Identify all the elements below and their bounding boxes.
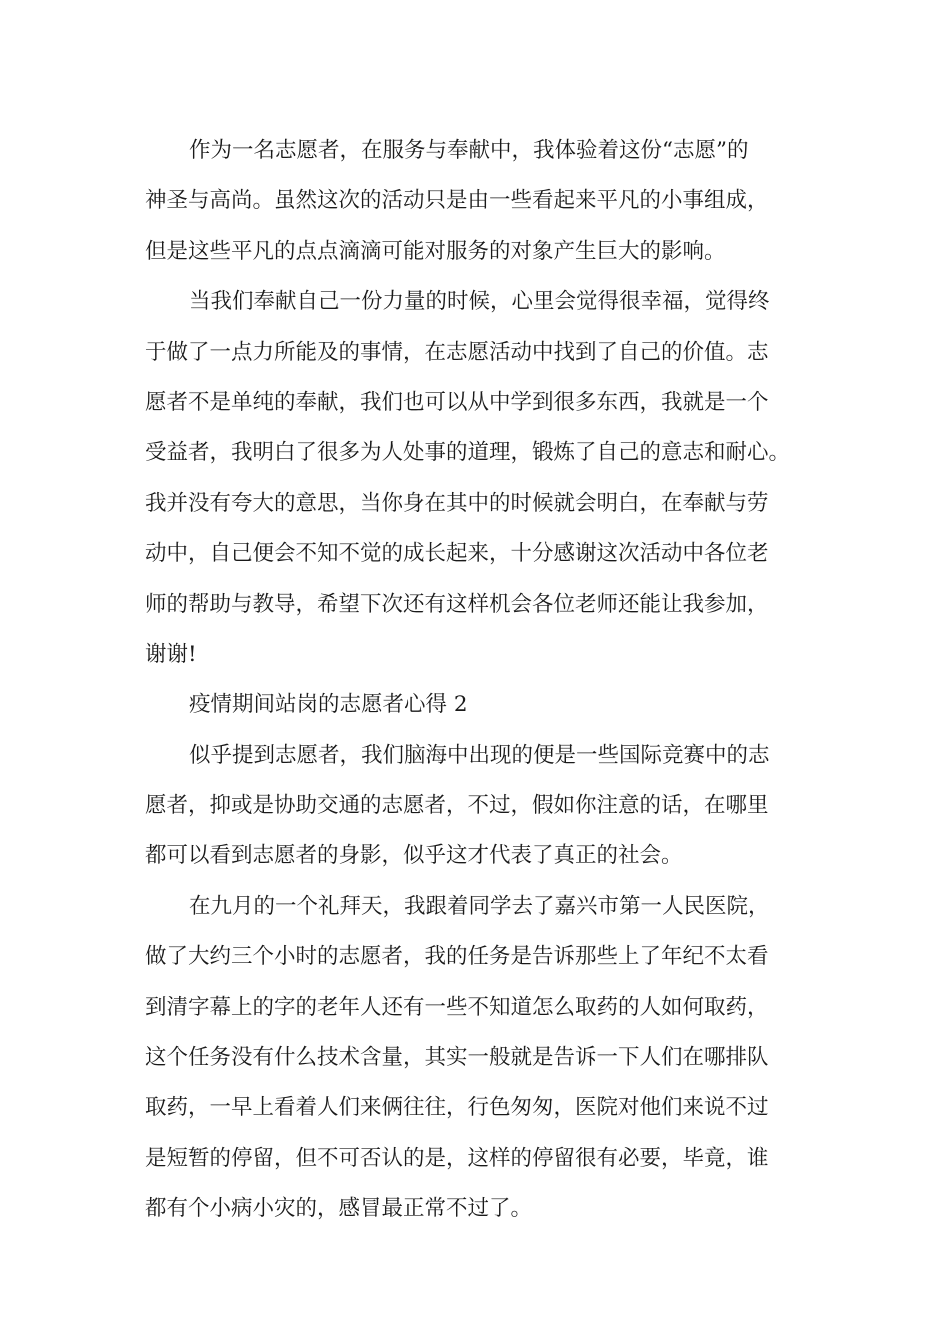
paragraph-line: 这个任务没有什么技术含量，其实一般就是告诉一下人们在哪排队: [145, 1045, 769, 1071]
section-title: 疫情期间站岗的志愿者心得 2: [189, 692, 468, 718]
paragraph-4: [145, 882, 825, 1235]
paragraph-line: 愿者，抑或是协助交通的志愿者，不过，假如你注意的话，在哪里: [145, 793, 769, 819]
paragraph-line: 神圣与高尚。虽然这次的活动只是由一些看起来平凡的小事组成，: [145, 188, 769, 214]
paragraph-line: 都有个小病小灾的，感冒最正常不过了。: [145, 1196, 533, 1222]
paragraph-line: 取药，一早上看着人们来俩往往，行色匆匆，医院对他们来说不过: [145, 1095, 769, 1121]
paragraph-line: 都可以看到志愿者的身影，似乎这才代表了真正的社会。: [145, 843, 683, 869]
paragraph-line: 在九月的一个礼拜天，我跟着同学去了嘉兴市第一人民医院，: [189, 893, 770, 919]
document-body: [145, 126, 825, 1235]
paragraph-line: 我并没有夸大的意思，当你身在其中的时候就会明白，在奉献与劳: [145, 490, 769, 516]
paragraph-line: 当我们奉献自己一份力量的时候，心里会觉得很幸福，觉得终: [189, 289, 770, 315]
paragraph-line: 谢谢!: [145, 641, 197, 667]
paragraph-line: 但是这些平凡的点点滴滴可能对服务的对象产生巨大的影响。: [145, 238, 726, 264]
paragraph-line: 似乎提到志愿者，我们脑海中出现的便是一些国际竞赛中的志: [189, 742, 770, 768]
paragraph-line: 作为一名志愿者，在服务与奉献中，我体验着这份“志愿”的: [189, 138, 749, 163]
paragraph-line: 动中，自己便会不知不觉的成长起来，十分感谢这次活动中各位老: [145, 541, 769, 567]
paragraph-1: [145, 126, 825, 277]
paragraph-line: 到清字幕上的字的老年人还有一些不知道怎么取药的人如何取药，: [145, 994, 769, 1020]
paragraph-line: 师的帮助与教导，希望下次还有这样机会各位老师还能让我参加，: [145, 591, 769, 617]
paragraph-line: 受益者，我明白了很多为人处事的道理，锻炼了自己的意志和耐心。: [145, 440, 791, 466]
section-heading: [145, 680, 825, 730]
paragraph-3: [145, 731, 825, 882]
paragraph-line: 于做了一点力所能及的事情，在志愿活动中找到了自己的价值。志: [145, 339, 769, 365]
paragraph-line: 做了大约三个小时的志愿者，我的任务是告诉那些上了年纪不太看: [145, 944, 769, 970]
paragraph-line: 是短暂的停留，但不可否认的是，这样的停留很有必要，毕竟，谁: [145, 1145, 769, 1171]
paragraph-line: 愿者不是单纯的奉献，我们也可以从中学到很多东西，我就是一个: [145, 389, 769, 415]
paragraph-2: [145, 277, 825, 680]
